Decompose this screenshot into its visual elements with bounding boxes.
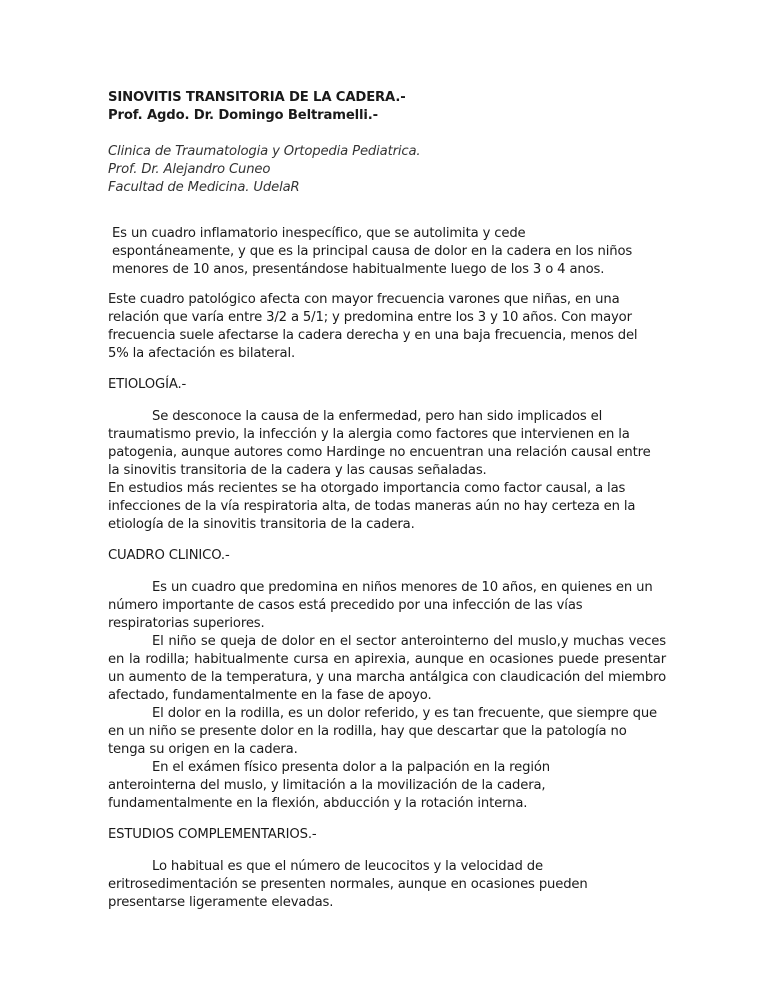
estudios-paragraph-1: Lo habitual es que el número de leucocitos y la velocidad de eritrosedimentación se presenten normales, aunque en ocasiones pueden presentarse ligeramente elevadas.	[108, 859, 588, 910]
section-heading-estudios: ESTUDIOS COMPLEMENTARIOS.-	[108, 827, 317, 842]
section-heading-cuadro-clinico: CUADRO CLINICO.-	[108, 548, 230, 563]
document-author: Prof. Agdo. Dr. Domingo Beltramelli.-	[108, 108, 378, 123]
clinico-paragraph-3: El dolor en la rodilla, es un dolor referido, y es tan frecuente, que siempre que en un niño se presente dolor en la rodilla, hay que descartar que la patología no tenga su origen en la cadera.	[108, 706, 658, 757]
affiliation-clinic: Clinica de Traumatologia y Ortopedia Pediatrica.	[108, 144, 421, 159]
clinico-paragraph-1: Es un cuadro que predomina en niños menores de 10 años, en quienes en un número importante de casos está precedido por una infección de las vías respiratorias superiores.	[108, 580, 653, 631]
epidemiology-paragraph: Este cuadro patológico afecta con mayor frecuencia varones que niñas, en una relación que varía entre 3/2 a 5/1; y predomina entre los 3 y 10 años. Con mayor frecuencia suele afectarse la cadera derecha y en una baja frecuencia, menos del 5% la afectación es bilateral.	[108, 292, 638, 361]
clinico-paragraph-2: El niño se queja de dolor en el sector anterointerno del muslo,y muchas veces en la rodilla; habitualmente cursa en apirexia, aunque en ocasiones puede presentar un aumento de la temperatura, y una marcha antálgica con claudicación del miembro afectado, fundamentalmente en la fase de apoyo.	[108, 634, 666, 703]
etiologia-paragraph-1: Se desconoce la causa de la enfermedad, pero han sido implicados el traumatismo previo, la infección y la alergia como factores que intervienen en la patogenia, aunque autores como Hardinge no encuentran una relación causal entre la sinovitis transitoria de la cadera y las causas señaladas.	[108, 409, 651, 478]
clinico-paragraph-4: En el exámen físico presenta dolor a la palpación en la región anterointerna del muslo, y limitación a la movilización de la cadera, fundamentalmente en la flexión, abducción y la rotación interna.	[108, 760, 550, 811]
affiliation-faculty: Facultad de Medicina. UdelaR	[108, 180, 300, 195]
document-title: SINOVITIS TRANSITORIA DE LA CADERA.-	[108, 90, 406, 105]
intro-paragraph: Es un cuadro inflamatorio inespecífico, que se autolimita y cede espontáneamente, y que es la principal causa de dolor en la cadera en los niños menores de 10 anos, presentándose habitualmente luego de los 3 o 4 anos.	[112, 226, 633, 277]
etiologia-paragraph-2: En estudios más recientes se ha otorgado importancia como factor causal, a las infecciones de la vía respiratoria alta, de todas maneras aún no hay certeza en la etiología de la sinovitis transitoria de la cadera.	[108, 481, 636, 532]
affiliation-professor: Prof. Dr. Alejandro Cuneo	[108, 162, 271, 177]
document-page	[108, 89, 668, 912]
section-heading-etiologia: ETIOLOGÍA.-	[108, 377, 187, 392]
